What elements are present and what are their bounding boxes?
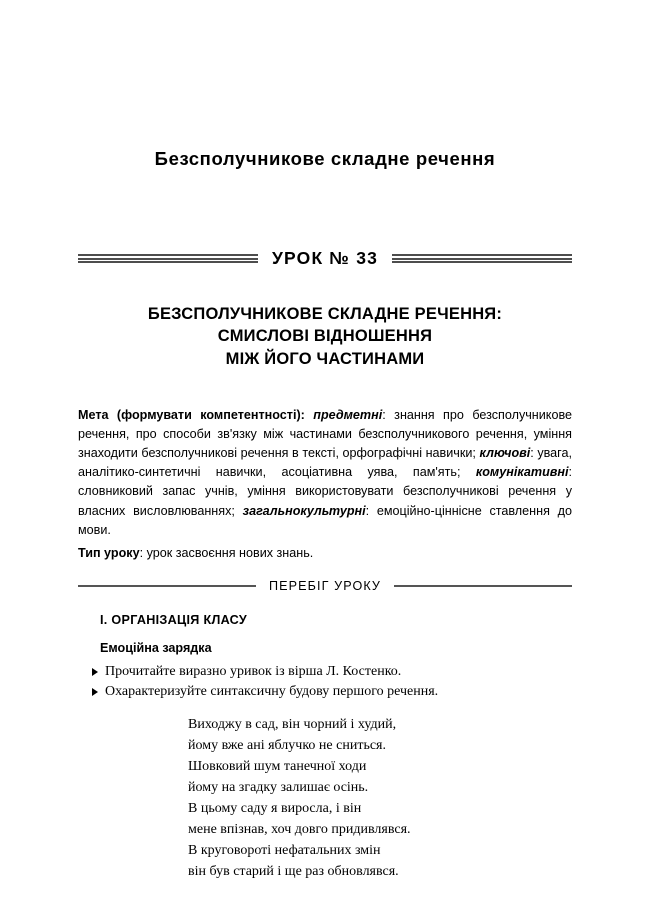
goal-communicative-label: комунікативні (475, 465, 569, 480)
chapter-title: Безсполучникове складне речення (154, 148, 496, 169)
goal-subject-label: предметні (313, 407, 383, 422)
goal-key-text: : увага, аналітико-синтетичні навички, асоціативна уява, пам'ять; (78, 446, 573, 480)
task-list (92, 662, 572, 702)
poem-excerpt (188, 714, 572, 882)
progress-rule-right (394, 585, 572, 587)
band-rule-left (78, 254, 258, 263)
main-heading-line-3: МІЖ ЙОГО ЧАСТИНАМИ (225, 349, 425, 368)
lesson-type-label: Тип уроку (78, 545, 140, 560)
task-text: Прочитайте виразно уривок із вірша Л. Костенко. (105, 663, 402, 679)
lesson-number-band (78, 248, 572, 269)
goal-cultural-label: загальнокультурні (242, 503, 366, 518)
list-item (92, 662, 572, 682)
poem-line: йому вже ані яблучко не сниться. (188, 737, 386, 753)
progress-rule-left (78, 585, 256, 587)
goal-communicative-text: : словниковий запас учнів, уміння використовувати безсполучникові речення у власних висловлюваннях; (78, 465, 572, 518)
poem-line: В цьому саду я виросла, і він (188, 800, 362, 816)
triangle-bullet-icon (92, 688, 98, 696)
main-heading (78, 303, 572, 370)
poem-line: мене впізнав, хоч довго придивлявся. (188, 821, 411, 837)
goal-subject-text: : знання про безсполучникове речення, про способи зв'язку між частинами безсполучникового речення, уміння знаходити безсполучникові речення в тексті, орфографічні навички; (78, 407, 572, 461)
lesson-progress-band (78, 579, 572, 593)
progress-label: ПЕРЕБІГ УРОКУ (268, 578, 382, 593)
poem-line: Виходжу в сад, він чорний і худий, (188, 716, 397, 732)
lesson-number-label: УРОК № 33 (271, 248, 379, 268)
main-heading-line-2: СМИСЛОВІ ВІДНОШЕННЯ (217, 327, 433, 346)
lesson-type-value: : урок засвоєння нових знань. (139, 545, 314, 560)
triangle-bullet-icon (92, 668, 98, 676)
task-text: Охарактеризуйте синтаксичну будову першого речення. (105, 683, 439, 699)
subsection-heading-emotional-warmup: Емоційна зарядка (100, 640, 212, 655)
goal-label: Мета (формувати компетентності): (78, 407, 305, 422)
section-heading-organization: I. ОРГАНІЗАЦІЯ КЛАСУ (100, 612, 248, 627)
poem-line: Шовковий шум танечної ходи (188, 758, 367, 774)
band-rule-right (392, 254, 572, 263)
main-heading-line-1: БЕЗСПОЛУЧНИКОВЕ СКЛАДНЕ РЕЧЕННЯ: (147, 305, 503, 323)
poem-line: він був старий і ще раз обновлявся. (188, 863, 399, 879)
poem-line: В круговороті нефатальних змін (188, 842, 381, 858)
list-item (92, 682, 572, 702)
lesson-goal-paragraph (78, 406, 572, 540)
poem-line: йому на згадку залишає осінь. (188, 779, 369, 795)
lesson-type-line (78, 544, 572, 563)
goal-key-label: ключові (479, 446, 531, 461)
goal-cultural-text: : емоційно-ціннісне ставлення до мови. (78, 503, 572, 537)
